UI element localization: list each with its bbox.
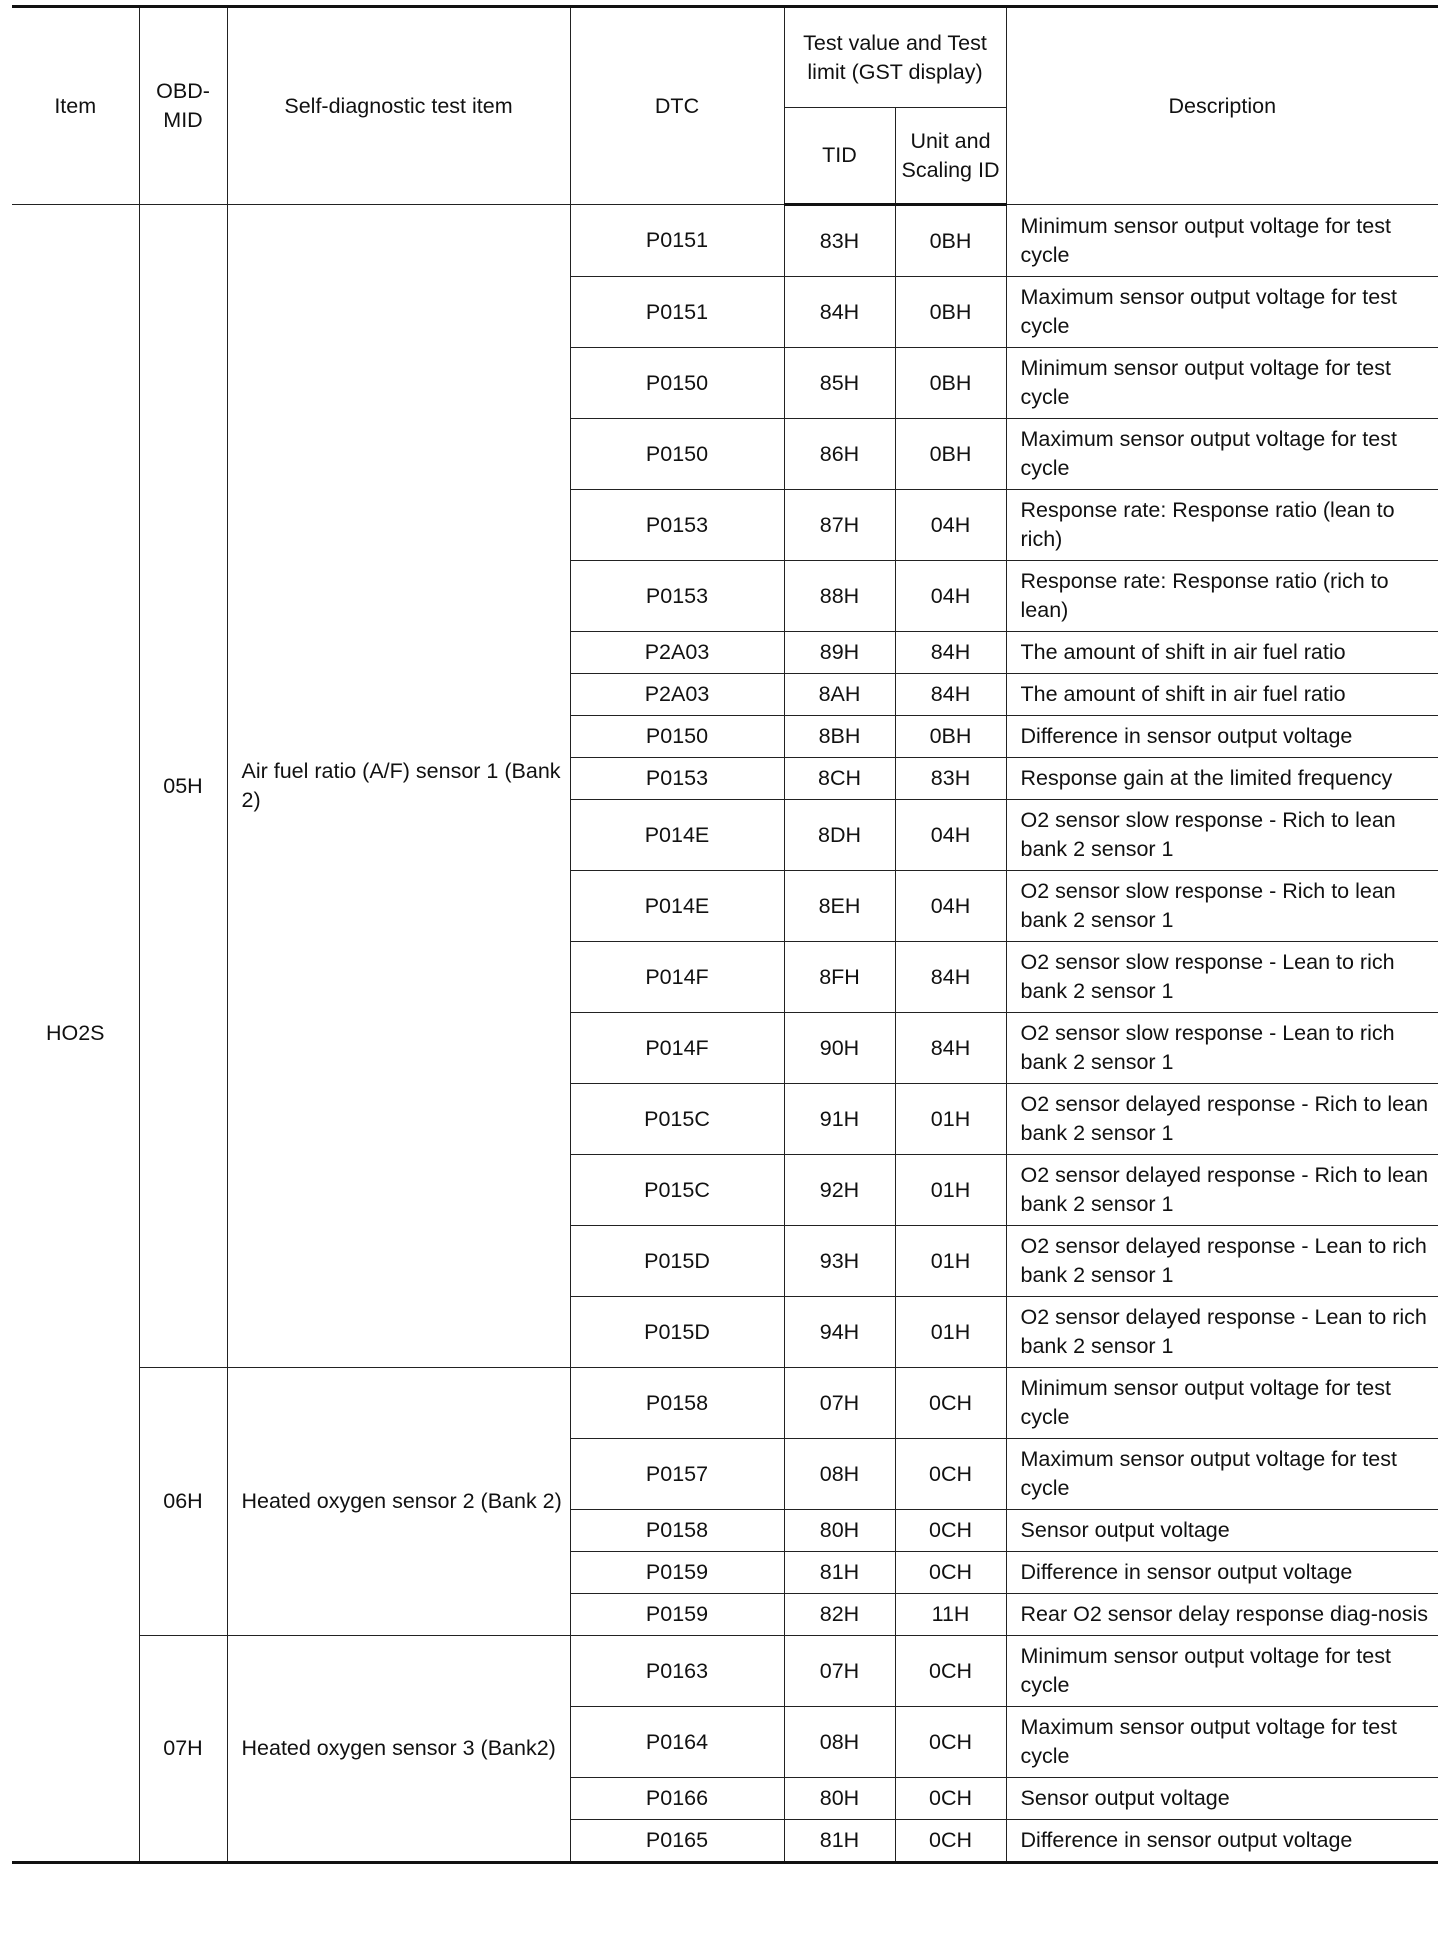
tid-cell: 93H: [784, 1226, 895, 1297]
tid-cell: 8EH: [784, 871, 895, 942]
dtc-cell: P0151: [570, 205, 784, 277]
tid-cell: 80H: [784, 1510, 895, 1552]
obd-mid-cell: 06H: [139, 1368, 227, 1636]
description-cell: Minimum sensor output voltage for test cycle: [1006, 1368, 1438, 1439]
description-cell: Difference in sensor output voltage: [1006, 716, 1438, 758]
tid-cell: 8BH: [784, 716, 895, 758]
dtc-cell: P015D: [570, 1297, 784, 1368]
tid-cell: 92H: [784, 1155, 895, 1226]
dtc-cell: P0153: [570, 561, 784, 632]
tid-cell: 8DH: [784, 800, 895, 871]
table-row: [12, 1368, 1438, 1439]
header-obd-mid: OBD-MID: [139, 7, 227, 205]
test-item-cell: Air fuel ratio (A/F) sensor 1 (Bank 2): [227, 205, 570, 1368]
tid-cell: 07H: [784, 1368, 895, 1439]
unit-cell: 04H: [895, 871, 1006, 942]
tid-cell: 07H: [784, 1636, 895, 1707]
description-cell: Difference in sensor output voltage: [1006, 1552, 1438, 1594]
tid-cell: 80H: [784, 1778, 895, 1820]
dtc-cell: P0150: [570, 716, 784, 758]
tid-cell: 90H: [784, 1013, 895, 1084]
table-row: [12, 1636, 1438, 1707]
description-cell: Minimum sensor output voltage for test cycle: [1006, 348, 1438, 419]
dtc-cell: P2A03: [570, 674, 784, 716]
tid-cell: 8AH: [784, 674, 895, 716]
tid-cell: 08H: [784, 1439, 895, 1510]
dtc-cell: P0159: [570, 1552, 784, 1594]
tid-cell: 84H: [784, 277, 895, 348]
dtc-cell: P0150: [570, 419, 784, 490]
obd-mid-cell: 05H: [139, 205, 227, 1368]
unit-cell: 0CH: [895, 1439, 1006, 1510]
dtc-cell: P0150: [570, 348, 784, 419]
header-test-value: Test value and Test limit (GST display): [784, 7, 1006, 108]
unit-cell: 01H: [895, 1226, 1006, 1297]
dtc-cell: P015C: [570, 1155, 784, 1226]
dtc-cell: P0165: [570, 1820, 784, 1863]
tid-cell: 83H: [784, 205, 895, 277]
unit-cell: 0BH: [895, 419, 1006, 490]
description-cell: Minimum sensor output voltage for test cycle: [1006, 205, 1438, 277]
dtc-cell: P0158: [570, 1510, 784, 1552]
description-cell: Minimum sensor output voltage for test cycle: [1006, 1636, 1438, 1707]
header-item: Item: [12, 7, 139, 205]
unit-cell: 0BH: [895, 348, 1006, 419]
description-cell: O2 sensor slow response - Lean to rich bank 2 sensor 1: [1006, 1013, 1438, 1084]
tid-cell: 86H: [784, 419, 895, 490]
description-cell: The amount of shift in air fuel ratio: [1006, 674, 1438, 716]
unit-cell: 0BH: [895, 205, 1006, 277]
tid-cell: 88H: [784, 561, 895, 632]
test-item-cell: Heated oxygen sensor 2 (Bank 2): [227, 1368, 570, 1636]
description-cell: O2 sensor delayed response - Lean to rich bank 2 sensor 1: [1006, 1297, 1438, 1368]
dtc-cell: P0164: [570, 1707, 784, 1778]
tid-cell: 81H: [784, 1820, 895, 1863]
test-item-cell: Heated oxygen sensor 3 (Bank2): [227, 1636, 570, 1863]
description-cell: Sensor output voltage: [1006, 1778, 1438, 1820]
tid-cell: 85H: [784, 348, 895, 419]
tid-cell: 8CH: [784, 758, 895, 800]
header-description: Description: [1006, 7, 1438, 205]
unit-cell: 0CH: [895, 1636, 1006, 1707]
description-cell: Sensor output voltage: [1006, 1510, 1438, 1552]
description-cell: Rear O2 sensor delay response diag-nosis: [1006, 1594, 1438, 1636]
unit-cell: 84H: [895, 1013, 1006, 1084]
unit-cell: 83H: [895, 758, 1006, 800]
description-cell: Response rate: Response ratio (lean to rich): [1006, 490, 1438, 561]
unit-cell: 04H: [895, 561, 1006, 632]
tid-cell: 87H: [784, 490, 895, 561]
description-cell: Response rate: Response ratio (rich to lean): [1006, 561, 1438, 632]
description-cell: Response gain at the limited frequency: [1006, 758, 1438, 800]
tid-cell: 8FH: [784, 942, 895, 1013]
description-cell: The amount of shift in air fuel ratio: [1006, 632, 1438, 674]
description-cell: O2 sensor slow response - Rich to lean bank 2 sensor 1: [1006, 800, 1438, 871]
description-cell: O2 sensor delayed response - Rich to lean bank 2 sensor 1: [1006, 1084, 1438, 1155]
tid-cell: 94H: [784, 1297, 895, 1368]
header-dtc: DTC: [570, 7, 784, 205]
dtc-cell: P0158: [570, 1368, 784, 1439]
dtc-cell: P0153: [570, 490, 784, 561]
dtc-cell: P0163: [570, 1636, 784, 1707]
dtc-cell: P014F: [570, 942, 784, 1013]
dtc-test-table: [12, 5, 1438, 1864]
obd-mid-cell: 07H: [139, 1636, 227, 1863]
description-cell: Maximum sensor output voltage for test cycle: [1006, 419, 1438, 490]
unit-cell: 0BH: [895, 716, 1006, 758]
dtc-cell: P0153: [570, 758, 784, 800]
description-cell: Maximum sensor output voltage for test cycle: [1006, 1439, 1438, 1510]
unit-cell: 84H: [895, 674, 1006, 716]
dtc-cell: P2A03: [570, 632, 784, 674]
unit-cell: 84H: [895, 632, 1006, 674]
description-cell: O2 sensor slow response - Lean to rich bank 2 sensor 1: [1006, 942, 1438, 1013]
description-cell: O2 sensor delayed response - Rich to lean bank 2 sensor 1: [1006, 1155, 1438, 1226]
description-cell: O2 sensor slow response - Rich to lean bank 2 sensor 1: [1006, 871, 1438, 942]
unit-cell: 01H: [895, 1084, 1006, 1155]
dtc-cell: P014E: [570, 871, 784, 942]
dtc-cell: P015D: [570, 1226, 784, 1297]
dtc-cell: P0157: [570, 1439, 784, 1510]
header-test-item: Self-diagnostic test item: [227, 7, 570, 205]
description-cell: O2 sensor delayed response - Lean to rich bank 2 sensor 1: [1006, 1226, 1438, 1297]
unit-cell: 0CH: [895, 1778, 1006, 1820]
unit-cell: 84H: [895, 942, 1006, 1013]
item-cell: HO2S: [12, 205, 139, 1863]
description-cell: Maximum sensor output voltage for test cycle: [1006, 1707, 1438, 1778]
unit-cell: 01H: [895, 1297, 1006, 1368]
header-tid: TID: [784, 108, 895, 205]
unit-cell: 0CH: [895, 1552, 1006, 1594]
description-cell: Difference in sensor output voltage: [1006, 1820, 1438, 1863]
unit-cell: 0BH: [895, 277, 1006, 348]
unit-cell: 0CH: [895, 1820, 1006, 1863]
unit-cell: 11H: [895, 1594, 1006, 1636]
tid-cell: 08H: [784, 1707, 895, 1778]
table-body: [12, 205, 1438, 1863]
dtc-cell: P014E: [570, 800, 784, 871]
table-row: [12, 205, 1438, 277]
dtc-cell: P0151: [570, 277, 784, 348]
tid-cell: 89H: [784, 632, 895, 674]
description-cell: Maximum sensor output voltage for test cycle: [1006, 277, 1438, 348]
dtc-cell: P0159: [570, 1594, 784, 1636]
dtc-cell: P015C: [570, 1084, 784, 1155]
dtc-cell: P0166: [570, 1778, 784, 1820]
tid-cell: 91H: [784, 1084, 895, 1155]
unit-cell: 04H: [895, 490, 1006, 561]
unit-cell: 0CH: [895, 1707, 1006, 1778]
dtc-cell: P014F: [570, 1013, 784, 1084]
unit-cell: 0CH: [895, 1368, 1006, 1439]
unit-cell: 01H: [895, 1155, 1006, 1226]
tid-cell: 81H: [784, 1552, 895, 1594]
header-unit-scaling-id: Unit and Scaling ID: [895, 108, 1006, 205]
unit-cell: 0CH: [895, 1510, 1006, 1552]
tid-cell: 82H: [784, 1594, 895, 1636]
unit-cell: 04H: [895, 800, 1006, 871]
